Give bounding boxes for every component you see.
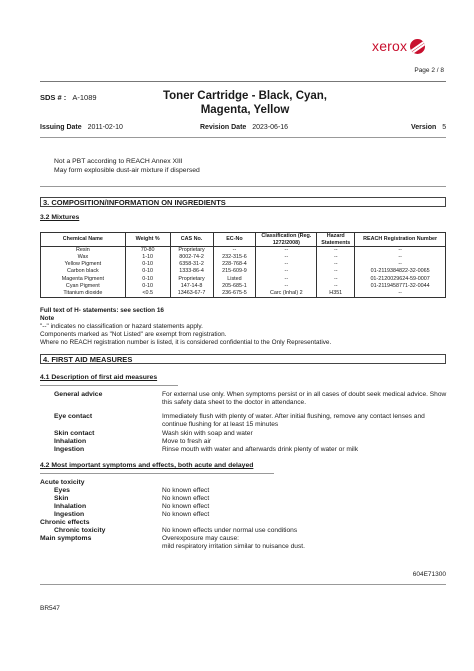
chronic-effects-label: Chronic effects bbox=[40, 519, 90, 526]
table-cell: 0-10 bbox=[125, 283, 170, 290]
table-cell: -- bbox=[213, 247, 256, 255]
skin-contact-label: Skin contact bbox=[54, 430, 95, 437]
chronic-toxicity-label: Chronic toxicity bbox=[54, 527, 106, 534]
table-row bbox=[41, 290, 446, 298]
subsection-4-2-label: 4.2 Most important symptoms and effects, both acute and delayed bbox=[40, 462, 254, 469]
table-cell: -- bbox=[256, 283, 317, 290]
table-cell: 01-2120029624-59-0007 bbox=[355, 276, 446, 283]
revision-value: 2023-06-16 bbox=[252, 124, 289, 131]
xerox-ball-icon bbox=[410, 39, 425, 54]
table-cell: -- bbox=[256, 261, 317, 268]
table-cell: Listed bbox=[213, 276, 256, 283]
table-cell: -- bbox=[317, 254, 355, 261]
footer-rule bbox=[40, 584, 446, 585]
table-cell: 228-768-4 bbox=[213, 261, 256, 268]
table-cell: -- bbox=[355, 261, 446, 268]
table-cell: 70-80 bbox=[125, 247, 170, 255]
version-value: 5 bbox=[442, 124, 447, 131]
table-cell: Carbon black bbox=[41, 268, 126, 275]
chronic-toxicity-text: No known effects under normal use conditions bbox=[162, 527, 298, 534]
note-line-1: "--" indicates no classification or hazard statements apply. bbox=[40, 323, 203, 330]
intro-note-1: Not a PBT according to REACH Annex XIII bbox=[54, 158, 183, 165]
version-label: Version bbox=[411, 124, 437, 131]
table-header-row bbox=[41, 233, 446, 247]
table-cell: 01-2119384822-32-0065 bbox=[355, 268, 446, 275]
inhalation-text: Move to fresh air bbox=[162, 438, 212, 445]
table-cell: -- bbox=[317, 247, 355, 255]
table-cell: Magenta Pigment bbox=[41, 276, 126, 283]
table-cell: <0.5 bbox=[125, 290, 170, 298]
table-row bbox=[41, 276, 446, 283]
main-symptoms-label: Main symptoms bbox=[40, 535, 92, 542]
main-symptoms-text-2: mild respiratory irritation similar to nuisance dust. bbox=[162, 543, 305, 550]
col-cas-no: CAS No. bbox=[170, 233, 213, 247]
eye-contact-label: Eye contact bbox=[54, 413, 93, 420]
title-line-1: Toner Cartridge - Black, Cyan, bbox=[162, 90, 328, 102]
subsection-3-2 bbox=[40, 214, 79, 221]
table-cell: 13463-67-7 bbox=[170, 290, 213, 298]
issuing-value: 2011-02-10 bbox=[87, 124, 123, 131]
table-cell: 8002-74-2 bbox=[170, 254, 213, 261]
general-advice-label: General advice bbox=[54, 391, 103, 398]
col-weight: Weight % bbox=[125, 233, 170, 247]
revision-date bbox=[200, 124, 288, 131]
sds-label: SDS # : bbox=[40, 93, 67, 102]
table-cell: 147-14-8 bbox=[170, 283, 213, 290]
revision-label: Revision Date bbox=[200, 124, 247, 131]
table-cell: 215-609-9 bbox=[213, 268, 256, 275]
table-cell: -- bbox=[317, 283, 355, 290]
acute-toxicity-label: Acute toxicity bbox=[40, 479, 85, 486]
note-line-2: Components marked as "Not Listed" are exempt from registration. bbox=[40, 331, 227, 338]
footer-left: BR547 bbox=[40, 605, 60, 612]
table-cell: -- bbox=[355, 290, 446, 298]
table-cell: 1-10 bbox=[125, 254, 170, 261]
footer-code: 604E71300 bbox=[412, 571, 446, 578]
ingestion-text: Rinse mouth with water and afterwards drink plenty of water or milk bbox=[162, 446, 359, 453]
subsection-3-2-label: 3.2 Mixtures bbox=[40, 214, 80, 221]
table-cell: Wax bbox=[41, 254, 126, 261]
issuing-date bbox=[40, 124, 123, 131]
version bbox=[411, 124, 446, 131]
table-cell: 0-10 bbox=[125, 276, 170, 283]
subsection-4-2-underline bbox=[40, 473, 274, 474]
table-cell: -- bbox=[355, 247, 446, 255]
table-cell: 232-315-6 bbox=[213, 254, 256, 261]
table-cell: Proprietary bbox=[170, 276, 213, 283]
skin-label: Skin bbox=[54, 495, 69, 502]
table-cell: Proprietary bbox=[170, 247, 213, 255]
note-line-3: Where no REACH registration number is listed, it is considered confidential to the Only Representative. bbox=[40, 339, 332, 346]
table-cell: Titanium dioxide bbox=[41, 290, 126, 298]
table-cell: 0-10 bbox=[125, 261, 170, 268]
issuing-label: Issuing Date bbox=[40, 124, 82, 131]
col-hazard-statements: Hazard Statements bbox=[317, 233, 355, 247]
section-separator bbox=[40, 186, 446, 187]
eye-contact-text: Immediately flush with plenty of water. After initial flushing, remove any contact lenses and continue flushing for at least 15 minutes bbox=[162, 413, 425, 429]
table-cell: -- bbox=[355, 254, 446, 261]
table-row bbox=[41, 268, 446, 275]
table-cell: Yellow Pigment bbox=[41, 261, 126, 268]
table-cell: -- bbox=[317, 261, 355, 268]
col-ec-no: EC-No bbox=[213, 233, 256, 247]
table-row bbox=[41, 247, 446, 255]
ingestion-effect-text: No known effect bbox=[162, 511, 210, 518]
table-cell: -- bbox=[256, 254, 317, 261]
sds-number bbox=[40, 93, 97, 102]
table-cell: 01-2119458771-32-0044 bbox=[355, 283, 446, 290]
table-cell: H351 bbox=[317, 290, 355, 298]
section-4-heading: 4. FIRST AID MEASURES bbox=[40, 354, 446, 364]
table-cell: Cyan Pigment bbox=[41, 283, 126, 290]
general-advice-text: For external use only. When symptoms persist or in all cases of doubt seek medical advice. Show this safety data sheet to the doctor in attendance. bbox=[162, 391, 447, 407]
table-cell: -- bbox=[256, 247, 317, 255]
title-line-2: Magenta, Yellow bbox=[200, 104, 290, 116]
inhalation-effect-text: No known effect bbox=[162, 503, 210, 510]
table-row bbox=[41, 254, 446, 261]
table-cell: 236-675-5 bbox=[213, 290, 256, 298]
document-title bbox=[150, 89, 340, 117]
table-row bbox=[41, 283, 446, 290]
inhalation-label: Inhalation bbox=[54, 438, 87, 445]
ingestion-label: Ingestion bbox=[54, 446, 85, 453]
sds-value: A-1089 bbox=[72, 93, 97, 102]
table-cell: 0-10 bbox=[125, 268, 170, 275]
subsection-4-2 bbox=[40, 462, 253, 469]
skin-text: No known effect bbox=[162, 495, 210, 502]
col-reach-number: REACH Registration Number bbox=[355, 233, 446, 247]
table-cell: 6358-31-2 bbox=[170, 261, 213, 268]
note-label: Note bbox=[40, 315, 55, 322]
mixtures-table bbox=[40, 232, 446, 298]
table-cell: Carc (Inhal) 2 bbox=[256, 290, 317, 298]
table-cell: -- bbox=[317, 268, 355, 275]
subsection-4-1-label: 4.1 Description of first aid measures bbox=[40, 374, 158, 381]
xerox-logo bbox=[372, 38, 425, 54]
subsection-4-1-underline bbox=[40, 385, 178, 386]
col-classification: Classification (Reg. 1272/2008) bbox=[256, 233, 317, 247]
table-cell: -- bbox=[256, 268, 317, 275]
skin-contact-text: Wash skin with soap and water bbox=[162, 430, 253, 437]
table-row bbox=[41, 261, 446, 268]
subsection-4-1 bbox=[40, 374, 157, 381]
table-cell: -- bbox=[317, 276, 355, 283]
logo-text: xerox bbox=[372, 38, 408, 54]
intro-note-2: May form explosible dust-air mixture if dispersed bbox=[54, 167, 200, 174]
eyes-label: Eyes bbox=[54, 487, 70, 494]
col-chemical-name: Chemical Name bbox=[41, 233, 126, 247]
ingestion-effect-label: Ingestion bbox=[54, 511, 85, 518]
table-cell: Resin bbox=[41, 247, 126, 255]
header-rule bbox=[40, 81, 446, 82]
section-3-heading: 3. COMPOSITION/INFORMATION ON INGREDIENTS bbox=[40, 197, 446, 207]
main-symptoms-text-1: Overexposure may cause: bbox=[162, 535, 239, 542]
page-number: Page 2 / 8 bbox=[414, 67, 444, 74]
table-cell: 1333-86-4 bbox=[170, 268, 213, 275]
info-rule bbox=[40, 137, 446, 138]
inhalation-effect-label: Inhalation bbox=[54, 503, 87, 510]
full-text-reference: Full text of H- statements: see section 16 bbox=[40, 307, 164, 314]
table-cell: 205-685-1 bbox=[213, 283, 256, 290]
table-cell: -- bbox=[256, 276, 317, 283]
eyes-text: No known effect bbox=[162, 487, 210, 494]
